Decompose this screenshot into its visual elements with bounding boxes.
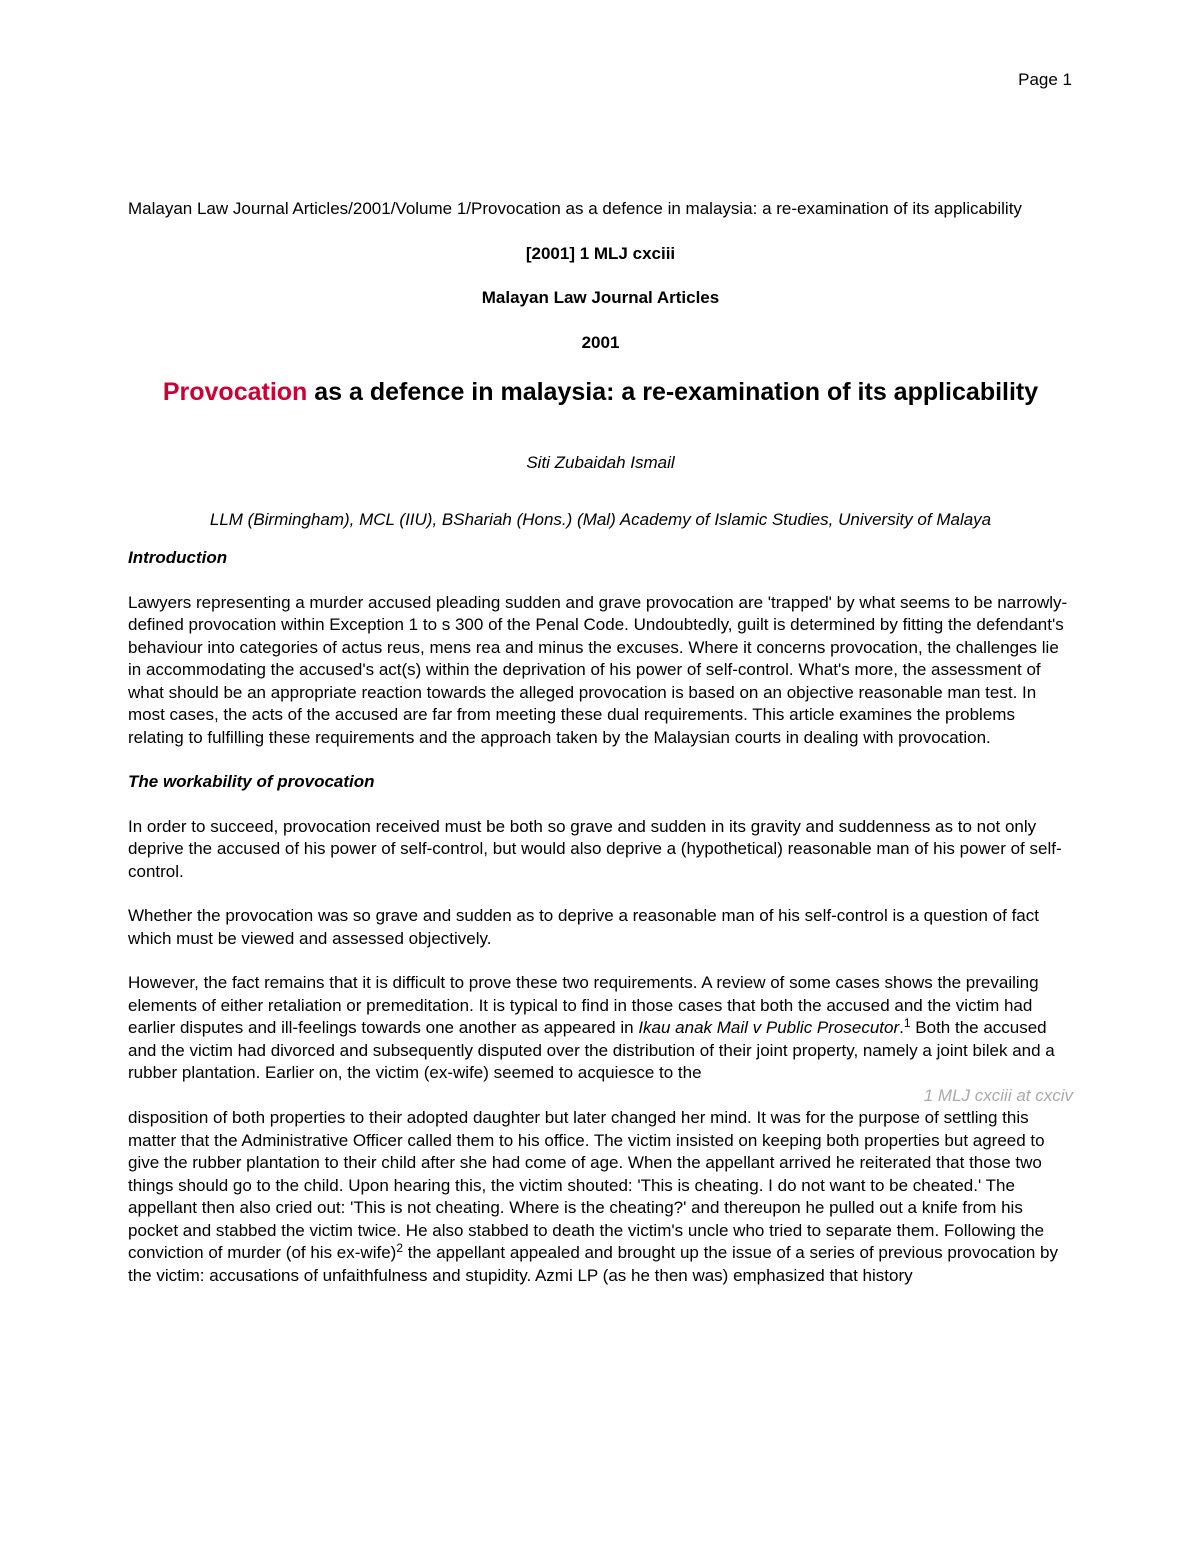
- footnote-ref-2[interactable]: 2: [396, 1241, 404, 1255]
- paragraph-3: However, the fact remains that it is difficult to prove these two requirements. A review of some cases shows the prevailing elements of either retaliation or premeditation. It is typical to find in those cases that both the accused and the victim had earlier disputes and ill-feelings towards one another as appeared in Ikau anak Mail v Public Prosecutor.$^1$ Both the accused and the victim had divorced and subsequently disputed over the distribution of their joint property, namely a joint bilek and a rubber plantation. Earlier on, the victim (ex-wife) seemed to acquiesce to the: [128, 973, 1055, 1082]
- journal-name: Malayan Law Journal Articles: [481, 288, 720, 307]
- breadcrumb: Malayan Law Journal Articles/2001/Volume 1/Provocation as a defence in malaysia: a re-examination of its applicability: [128, 199, 1022, 218]
- title-rest: as a defence in malaysia: a re-examination of its applicability: [307, 378, 1039, 406]
- document-body: [128, 198, 1073, 1287]
- title-highlight: Provocation: [162, 378, 308, 406]
- section-heading-introduction: Introduction: [128, 548, 228, 567]
- paragraph-3-text-b: Both the accused and the victim had divorced and subsequently disputed over the distribution of their joint property, namely a joint bilek and a rubber plantation. Earlier on, the victim (ex-wife) seemed to acquiesce to the: [128, 1018, 1055, 1082]
- paragraph-4-text-b: the appellant appealed and brought up the issue of a series of previous provocation by the victim: accusations of unfaithfulness and stupidity. Azmi LP (as he then was) emphasized that history: [128, 1243, 1058, 1285]
- footnote-ref-1[interactable]: 1: [903, 1016, 911, 1030]
- page-reference: 1 MLJ cxciii at cxciv: [923, 1085, 1073, 1105]
- paragraph-4-text-a: disposition of both properties to their adopted daughter but later changed her mind. It was for the purpose of settling this matter that the Administrative Officer called them to his office. The victim insisted on keeping both properties but agreed to give the rubber plantation to their child after she had come of age. When the appellant arrived he reiterated that those two things should go to the child. Upon hearing this, the victim shouted: 'This is cheating. I do not want to be cheated.' The appellant then also cried out: 'This is not cheating. Where is the cheating?' and thereupon he pulled out a knife from his pocket and stabbed the victim twice. He also stabbed to death the victim's uncle who tried to separate them. Following the conviction of murder (of his ex-wife): [128, 1108, 1045, 1262]
- affiliation: LLM (Birmingham), MCL (IIU), BShariah (Hons.) (Mal) Academy of Islamic Studies, University of Malaya: [209, 509, 992, 529]
- page-number: Page 1: [1018, 70, 1072, 89]
- paragraph-4: [128, 1107, 1073, 1287]
- publication-year: 2001: [581, 332, 620, 352]
- case-name: Ikau anak Mail v Public Prosecutor: [638, 1018, 900, 1037]
- section-heading-workability: The workability of provocation: [128, 772, 375, 791]
- paragraph-1: In order to succeed, provocation received must be both so grave and sudden in its gravity and suddenness as to not only deprive the accused of his power of self-control, but would also deprive a (hypothetical) reasonable man of his power of self-control.: [128, 816, 1062, 881]
- paragraph-2: Whether the provocation was so grave and sudden as to deprive a reasonable man of his self-control is a question of fact which must be viewed and assessed objectively.: [128, 906, 1039, 948]
- article-title: [128, 376, 1073, 408]
- intro-paragraph: Lawyers representing a murder accused pleading sudden and grave provocation are 'trapped' by what seems to be narrowly-defined provocation within Exception 1 to s 300 of the Penal Code. Undoubtedly, guilt is determined by fitting the defendant's behaviour into categories of actus reus, mens rea and minus the excuses. Where it concerns provocation, the challenges lie in accommodating the accused's act(s) within the deprivation of his power of self-control. What's more, the assessment of what should be an appropriate reaction towards the alleged provocation is based on an objective reasonable man test. In most cases, the acts of the accused are far from meeting these dual requirements. This article examines the problems relating to fulfilling these requirements and the approach taken by the Malaysian courts in dealing with provocation.: [128, 592, 1068, 747]
- author: Siti Zubaidah Ismail: [526, 453, 675, 472]
- paragraph-3-text-a: However, the fact remains that it is difficult to prove these two requirements. A review of some cases shows the prevailing elements of either retaliation or premeditation. It is typical to find in those cases that both the accused and the victim had earlier disputes and ill-feelings towards one another as appeared in: [128, 973, 1039, 1037]
- citation: [2001] 1 MLJ cxciii: [525, 243, 676, 263]
